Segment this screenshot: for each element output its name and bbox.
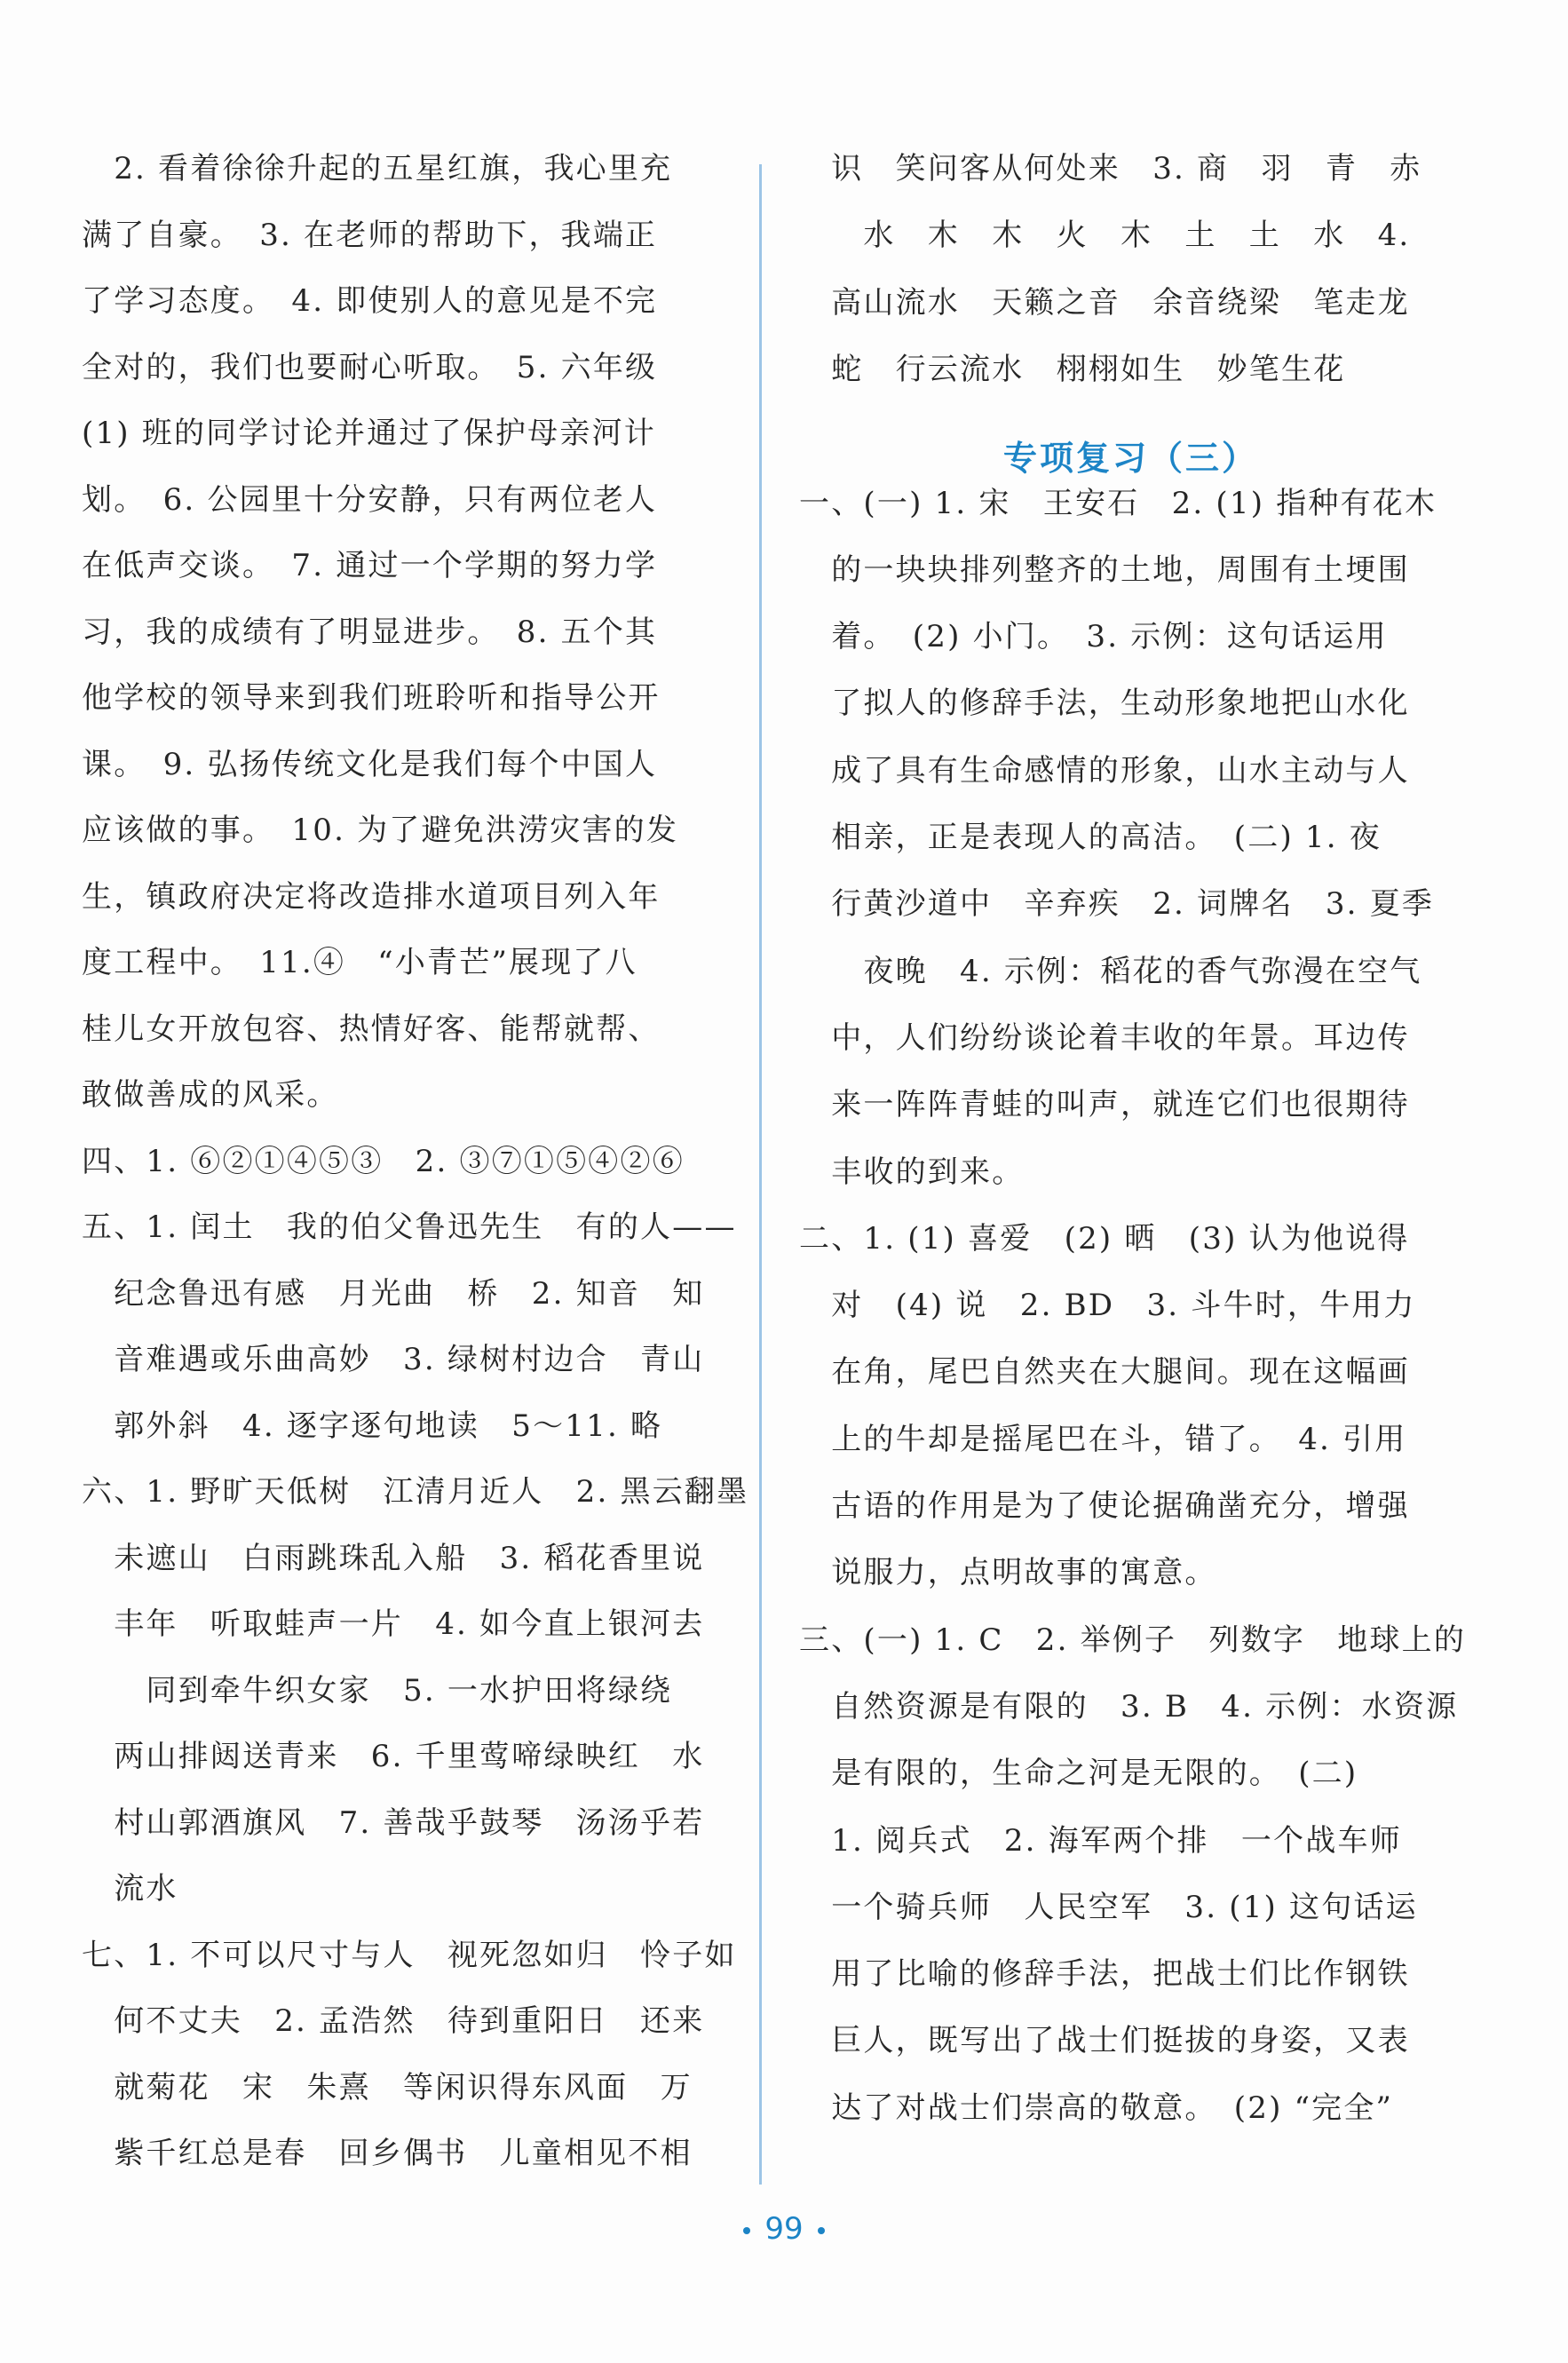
answer-line-right: 巨人，既写出了战士们挺拔的身姿，又表: [799, 2023, 1410, 2059]
answer-line-left: 课。 9. 弘扬传统文化是我们每个中国人: [82, 746, 658, 782]
answer-line-left: 同到牵牛织女家 5. 一水护田将绿绕: [82, 1672, 673, 1709]
bullet-dot-icon: [743, 2227, 750, 2234]
answer-line-right: 了拟人的修辞手法，生动形象地把山水化: [799, 686, 1410, 722]
answer-line-right: 来一阵阵青蛙的叫声，就连它们也很期待: [799, 1087, 1410, 1123]
answer-line-right: 对 (4) 说 2. BD 3. 斗牛时，牛用力: [799, 1288, 1416, 1324]
answer-line-right: 一、(一) 1. 宋 王安石 2. (1) 指种有花木: [799, 485, 1437, 521]
answer-line-right: 成了具有生命感情的形象，山水主动与人: [799, 752, 1410, 789]
answer-line-right: 着。 (2) 小门。 3. 示例：这句话运用: [799, 619, 1388, 655]
answer-line-right: 中，人们纷纷谈论着丰收的年景。耳边传: [799, 1019, 1410, 1056]
answer-line-left: 2. 看着徐徐升起的五星红旗，我心里充: [82, 151, 673, 186]
answer-line-right: 相亲，正是表现人的高洁。 (二) 1. 夜: [799, 820, 1382, 855]
answer-line-right: 古语的作用是为了使论据确凿充分，增强: [799, 1488, 1410, 1524]
answer-line-left: 紫千红总是春 回乡偶书 儿童相见不相: [82, 2136, 693, 2171]
answer-line-right: 自然资源是有限的 3. B 4. 示例：水资源: [799, 1688, 1459, 1725]
page-number: 99: [764, 2211, 804, 2247]
answer-line-left: 生，镇政府决定将改造排水道项目列入年: [82, 878, 661, 915]
answer-line-right: 丰收的到来。: [799, 1154, 1025, 1190]
answer-line-left: 何不丈夫 2. 孟浩然 待到重阳日 还来: [82, 2003, 705, 2039]
answer-line-right: 1. 阅兵式 2. 海军两个排 一个战车师: [799, 1822, 1402, 1859]
answer-line-left: 音难遇或乐曲高妙 3. 绿树村边合 青山: [82, 1342, 705, 1377]
answer-line-left: 了学习态度。 4. 即使别人的意见是不完: [82, 283, 658, 319]
answer-line-right: 上的牛却是摇尾巴在斗，错了。 4. 引用: [799, 1421, 1407, 1457]
answer-line-left: (1) 班的同学讨论并通过了保护母亲河计: [82, 416, 656, 451]
answer-line-left: 七、1. 不可以尺寸与人 视死忽如归 怜子如: [82, 1937, 737, 1973]
answer-line-left: 就菊花 宋 朱熹 等闲识得东风面 万: [82, 2069, 693, 2105]
answer-line-left: 五、1. 闰土 我的伯父鲁迅先生 有的人——: [82, 1209, 737, 1245]
answer-line-left: 他学校的领导来到我们班聆听和指导公开: [82, 680, 661, 716]
answer-line-left: 全对的，我们也要耐心听取。 5. 六年级: [82, 349, 658, 385]
answer-line-left: 流水: [82, 1871, 178, 1907]
section-title: 专项复习（三）: [1003, 439, 1259, 478]
answer-line-right: 蛇 行云流水 栩栩如生 妙笔生花: [799, 351, 1346, 387]
bullet-dot-icon: [818, 2227, 825, 2234]
page-number-footer: [0, 2211, 1568, 2247]
answer-line-left: 习，我的成绩有了明显进步。 8. 五个其: [82, 614, 658, 650]
answer-line-right: 水 木 木 火 木 土 土 水 4.: [799, 218, 1411, 254]
answer-line-left: 满了自豪。 3. 在老师的帮助下，我端正: [82, 217, 658, 253]
answer-line-right: 行黄沙道中 辛弃疾 2. 词牌名 3. 夏季: [799, 886, 1435, 923]
answer-line-right: 用了比喻的修辞手法，把战士们比作钢铁: [799, 1956, 1410, 1993]
answer-line-left: 在低声交谈。 7. 通过一个学期的努力学: [82, 548, 658, 583]
answer-line-left: 村山郭酒旗风 7. 善哉乎鼓琴 汤汤乎若: [82, 1804, 705, 1841]
answer-line-left: 敢做善成的风采。: [82, 1077, 339, 1113]
answer-line-right: 是有限的，生命之河是无限的。 (二): [799, 1756, 1358, 1792]
answer-line-left: 丰年 听取蛙声一片 4. 如今直上银河去: [82, 1606, 705, 1642]
answer-line-left: 未遮山 白雨跳珠乱入船 3. 稻花香里说: [82, 1540, 705, 1576]
answer-line-left: 四、1. ⑥②①④⑤③ 2. ③⑦①⑤④②⑥: [82, 1143, 685, 1179]
answer-line-right: 高山流水 天籁之音 余音绕梁 笔走龙: [799, 284, 1410, 321]
answer-line-right: 一个骑兵师 人民空军 3. (1) 这句话运: [799, 1889, 1418, 1925]
answer-line-left: 划。 6. 公园里十分安静，只有两位老人: [82, 481, 658, 518]
answer-line-right: 达了对战士们崇高的敬意。 (2) “完全”: [799, 2089, 1394, 2126]
answer-line-right: 夜晚 4. 示例：稻花的香气弥漫在空气: [799, 953, 1422, 989]
column-divider: [759, 164, 762, 2185]
answer-line-left: 纪念鲁迅有感 月光曲 桥 2. 知音 知: [82, 1275, 705, 1312]
answer-line-left: 桂儿女开放包容、热情好客、能帮就帮、: [82, 1011, 661, 1047]
answer-line-left: 两山排闼送青来 6. 千里莺啼绿映红 水: [82, 1739, 705, 1774]
answer-line-right: 识 笑问客从何处来 3. 商 羽 青 赤: [799, 151, 1422, 186]
answer-line-right: 在角，尾巴自然夹在大腿间。现在这幅画: [799, 1354, 1410, 1391]
answer-line-right: 说服力，点明故事的寓意。: [799, 1555, 1217, 1591]
answer-line-left: 度工程中。 11.④ “小青芒”展现了八: [82, 945, 637, 980]
answer-line-right: 的一块块排列整齐的土地，周围有土埂围: [799, 551, 1410, 588]
answer-line-right: 三、(一) 1. C 2. 举例子 列数字 地球上的: [799, 1622, 1467, 1658]
answer-line-left: 应该做的事。 10. 为了避免洪涝灾害的发: [82, 813, 679, 848]
answer-line-right: 二、1. (1) 喜爱 (2) 晒 (3) 认为他说得: [799, 1220, 1410, 1257]
answer-line-left: 郭外斜 4. 逐字逐句地读 5～11. 略: [82, 1407, 663, 1444]
answer-line-left: 六、1. 野旷天低树 江清月近人 2. 黑云翻墨: [82, 1474, 749, 1510]
